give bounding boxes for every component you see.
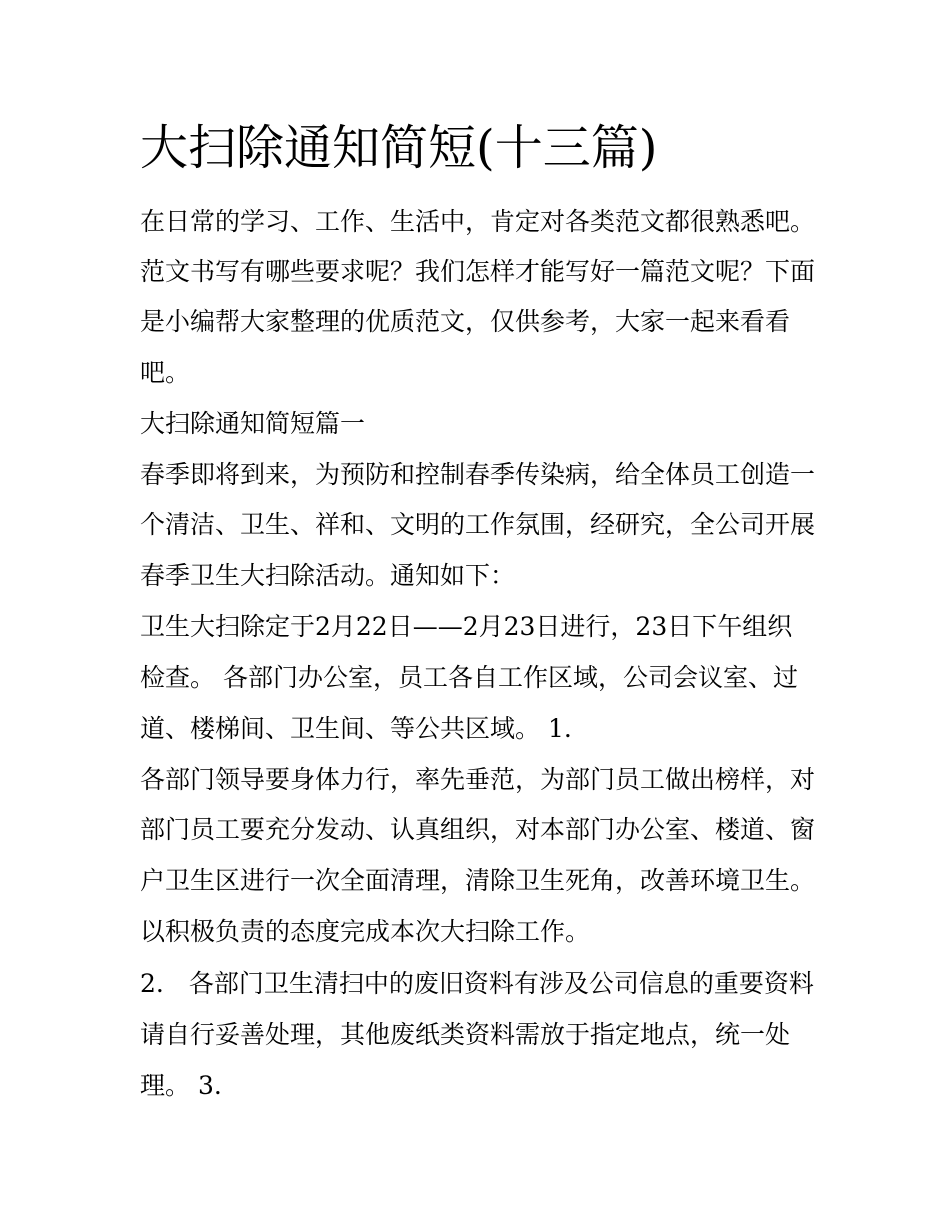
paragraph-line: 个清洁、卫生、祥和、文明的工作氛围，经研究，全公司开展 bbox=[140, 510, 816, 539]
paragraph-line: 理。 3. bbox=[140, 1071, 222, 1100]
section-heading: 大扫除通知简短篇一 bbox=[140, 409, 366, 438]
document-title: 大扫除通知简短(十三篇) bbox=[140, 120, 658, 176]
paragraph-line: 在日常的学习、工作、生活中，肯定对各类范文都很熟悉吧。 bbox=[140, 207, 816, 236]
paragraph-line: 范文书写有哪些要求呢？我们怎样才能写好一篇范文呢？下面 bbox=[140, 257, 816, 286]
paragraph-line: 检查。 各部门办公室，员工各自工作区域，公司会议室、过 bbox=[140, 663, 798, 692]
paragraph-line: 部门员工要充分发动、认真组织，对本部门办公室、楼道、窗 bbox=[140, 815, 816, 844]
paragraph-line: 是小编帮大家整理的优质范文，仅供参考，大家一起来看看 bbox=[140, 307, 791, 336]
paragraph-line: 春季即将到来，为预防和控制春季传染病，给全体员工创造一 bbox=[140, 460, 816, 489]
paragraph-line: 吧。 bbox=[140, 358, 191, 387]
paragraph-line: 2. 各部门卫生清扫中的废旧资料有涉及公司信息的重要资料 bbox=[140, 969, 814, 998]
paragraph-line: 卫生大扫除定于2月22日——2月23日进行，23日下午组织 bbox=[140, 612, 793, 641]
paragraph-line: 请自行妥善处理，其他废纸类资料需放于指定地点，统一处 bbox=[140, 1020, 791, 1049]
paragraph-line: 道、楼梯间、卫生间、等公共区域。 1. bbox=[140, 714, 572, 743]
paragraph-line: 户卫生区进行一次全面清理，清除卫生死角，改善环境卫生。 bbox=[140, 866, 816, 895]
paragraph-line: 以积极负责的态度完成本次大扫除工作。 bbox=[140, 917, 591, 946]
paragraph-line: 各部门领导要身体力行，率先垂范，为部门员工做出榜样，对 bbox=[140, 765, 816, 794]
paragraph-line: 春季卫生大扫除活动。通知如下： bbox=[140, 561, 516, 590]
